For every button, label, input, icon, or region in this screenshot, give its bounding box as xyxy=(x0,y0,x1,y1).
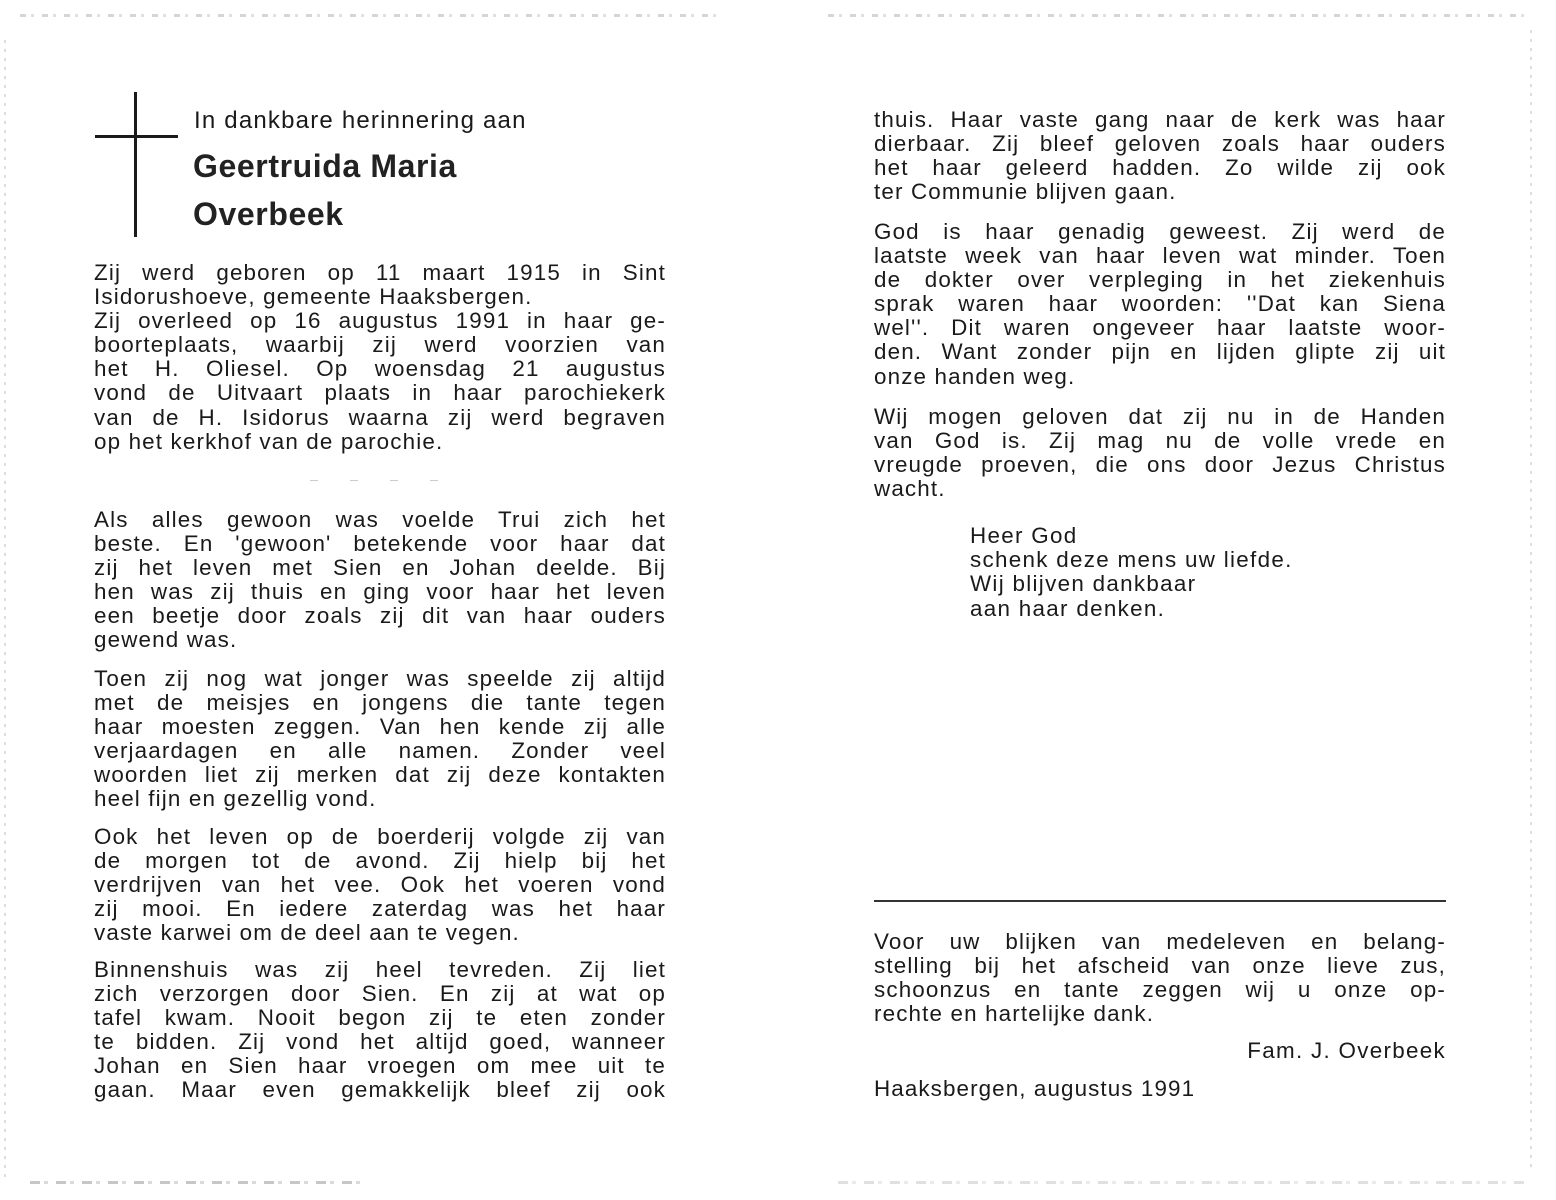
text-line: beste. En 'gewoon' betekende voor haar dat xyxy=(94,531,666,557)
scan-edge-bottom xyxy=(838,1181,1528,1184)
place-and-date: Haaksbergen, augustus 1991 xyxy=(874,1076,1196,1101)
text-line: van God is. Zij mag nu de volle vrede en xyxy=(874,428,1446,454)
text-line: op het kerkhof van de parochie. xyxy=(94,428,444,454)
paragraph-home xyxy=(94,958,666,1103)
text-line: dierbaar. Zij bleef geloven zoals haar ouders xyxy=(874,131,1446,157)
memorial-intro: In dankbare herinnering aan xyxy=(194,107,527,134)
text-line: thuis. Haar vaste gang naar de kerk was haar xyxy=(874,107,1446,132)
prayer-verse xyxy=(970,524,1293,621)
text-line: zij het leven met Sien en Johan deelde. Bij xyxy=(94,555,666,581)
text-line: gaan. Maar even gemakkelijk bleef zij ook xyxy=(94,1077,666,1103)
text-line: Als alles gewoon was voelde Trui zich het xyxy=(94,507,666,532)
deceased-name-last: Overbeek xyxy=(193,196,344,232)
verse-line: schenk deze mens uw liefde. xyxy=(970,547,1293,573)
paragraph-faith xyxy=(874,108,1446,204)
scan-edge-bottom xyxy=(30,1181,360,1184)
text-line: Zij overleed op 16 augustus 1991 in haar ge- xyxy=(94,308,666,334)
section-divider xyxy=(310,480,450,481)
cross-icon-vertical xyxy=(134,92,137,237)
text-line: haar moesten zeggen. Van hen kende zij alle xyxy=(94,714,666,740)
text-line: stelling bij het afscheid van onze lieve zus, xyxy=(874,953,1446,979)
text-line: heel fijn en gezellig vond. xyxy=(94,786,377,812)
text-line: het H. Oliesel. Op woensdag 21 augustus xyxy=(94,356,666,382)
verse-line: Heer God xyxy=(970,523,1078,548)
text-line: een beetje door zoals zij dit van haar ouders xyxy=(94,603,666,629)
deceased-name-first: Geertruida Maria xyxy=(193,148,457,184)
text-line: de morgen tot de avond. Zij hielp bij het xyxy=(94,848,666,874)
paragraph-hope xyxy=(874,405,1446,501)
text-line: Ook het leven op de boerderij volgde zij van xyxy=(94,824,666,849)
text-line: Johan en Sien haar vroegen om mee uit te xyxy=(94,1053,666,1079)
text-line: te bidden. Zij vond het altijd goed, wanneer xyxy=(94,1029,666,1055)
verse-line: aan haar denken. xyxy=(970,595,1166,621)
text-line: schoonzus en tante zeggen wij u onze op- xyxy=(874,977,1446,1003)
text-line: vond de Uitvaart plaats in haar parochiekerk xyxy=(94,380,666,406)
text-line: onze handen weg. xyxy=(874,363,1076,389)
text-line: wel''. Dit waren ongeveer haar laatste woor- xyxy=(874,315,1446,341)
text-line: zij mooi. En iedere zaterdag was het haar xyxy=(94,896,666,922)
text-line: laatste week van haar leven wat minder. Toen xyxy=(874,243,1446,269)
text-line: verjaardagen en alle namen. Zonder veel xyxy=(94,738,666,764)
text-line: hen was zij thuis en ging voor haar het leven xyxy=(94,579,666,605)
text-line: Zij werd geboren op 11 maart 1915 in Sint xyxy=(94,260,666,285)
text-line: van de H. Isidorus waarna zij werd begraven xyxy=(94,404,666,430)
text-line: met de meisjes en jongens die tante tegen xyxy=(94,690,666,716)
text-line: God is haar genadig geweest. Zij werd de xyxy=(874,219,1446,244)
text-line: het haar geleerd hadden. Zo wilde zij ook xyxy=(874,155,1446,181)
text-line: boorteplaats, waarbij zij werd voorzien van xyxy=(94,332,666,358)
paragraph-thanks xyxy=(874,930,1446,1026)
text-line: den. Want zonder pijn en lijden glipte zij uit xyxy=(874,339,1446,365)
text-line: Wij mogen geloven dat zij nu in de Handen xyxy=(874,404,1446,429)
text-line: ter Communie blijven gaan. xyxy=(874,179,1177,205)
scan-edge-top xyxy=(828,14,1528,17)
paragraph-gewoon xyxy=(94,508,666,653)
text-line: vreugde proeven, die ons door Jezus Christus xyxy=(874,452,1446,478)
right-page xyxy=(778,0,1556,1200)
text-line: zich verzorgen door Sien. En zij at wat op xyxy=(94,981,666,1007)
scan-edge-right xyxy=(1530,30,1532,1170)
family-signature: Fam. J. Overbeek xyxy=(1247,1038,1446,1063)
cross-icon-horizontal xyxy=(95,135,178,138)
text-line: gewend was. xyxy=(94,627,238,653)
text-line: wacht. xyxy=(874,476,946,502)
text-line: Isidorushoeve, gemeente Haaksbergen. xyxy=(94,284,533,310)
paragraph-youth xyxy=(94,667,666,812)
text-line: verdrijven van het vee. Ook het voeren vond xyxy=(94,872,666,898)
text-line: rechte en hartelijke dank. xyxy=(874,1001,1155,1027)
paragraph-last-week xyxy=(874,220,1446,389)
scan-edge-top xyxy=(20,14,720,17)
text-line: woorden liet zij merken dat zij deze kontakten xyxy=(94,762,666,788)
text-line: de dokter over verpleging in het ziekenhuis xyxy=(874,267,1446,293)
text-line: Toen zij nog wat jonger was speelde zij altijd xyxy=(94,666,666,691)
scan-edge-left xyxy=(4,40,6,1180)
text-line: vaste karwei om de deel aan te vegen. xyxy=(94,920,520,946)
text-line: Voor uw blijken van medeleven en belang- xyxy=(874,929,1446,954)
horizontal-rule xyxy=(874,900,1446,902)
verse-line: Wij blijven dankbaar xyxy=(970,571,1197,597)
text-line: Binnenshuis was zij heel tevreden. Zij liet xyxy=(94,957,666,982)
paragraph-farm xyxy=(94,825,666,945)
text-line: tafel kwam. Nooit begon zij te eten zonder xyxy=(94,1005,666,1031)
paragraph-biography xyxy=(94,261,666,454)
text-line: sprak waren haar woorden: ''Dat kan Siena xyxy=(874,291,1446,317)
